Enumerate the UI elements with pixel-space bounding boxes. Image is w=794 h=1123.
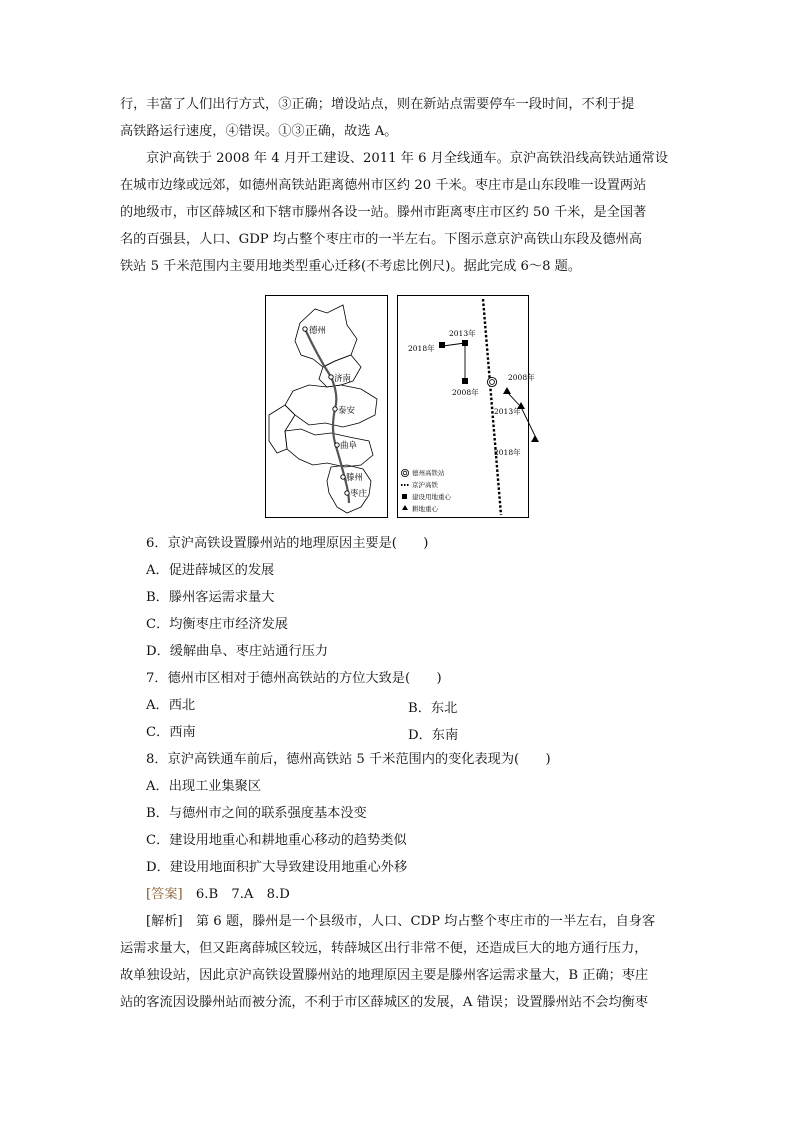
passage-line-4: 在城市边缘或远郊，如德州高铁站距离德州市区约 20 千米。枣庄市是山东段唯一设置两站 bbox=[120, 178, 647, 193]
label-construction-2013: 2013年 bbox=[449, 329, 476, 338]
shandong-rail-map bbox=[265, 295, 388, 518]
q8-option-d[interactable]: D．建设用地面积扩大导致建设用地重心外移 bbox=[146, 860, 408, 875]
legend-farmland: 耕地重心 bbox=[412, 505, 438, 513]
q7-option-c[interactable]: C．西南 bbox=[146, 725, 196, 740]
passage-line-6: 名的百强县，人口、GDP 均占整个枣庄市的一半左右。下图示意京沪高铁山东段及德州高 bbox=[120, 232, 643, 247]
analysis-line-4: 站的客流因设滕州站而被分流，不利于市区薛城区的发展，A 错误；设置滕州站不会均衡枣 bbox=[120, 995, 649, 1010]
legend-construction: 建设用地重心 bbox=[412, 493, 451, 501]
label-farmland-2018: 2018年 bbox=[494, 448, 521, 457]
passage-line-2: 高铁路运行速度，④错误。①③正确，故选 A。 bbox=[120, 124, 398, 139]
analysis-line-1 bbox=[146, 913, 706, 931]
answer-tag: [答案] bbox=[146, 887, 183, 902]
legend-station: 德州高铁站 bbox=[412, 469, 445, 477]
q6-option-d[interactable]: D．缓解曲阜、枣庄站通行压力 bbox=[146, 644, 329, 659]
analysis-line-2: 运需求量大，但又距离薛城区较远，转薛城区出行非常不便，还造成巨大的地方通行压力， bbox=[120, 941, 648, 956]
analysis-line-3: 故单独设站，因此京沪高铁设置滕州站的地理原因主要是滕州客运需求量大，B 正确；枣庄 bbox=[120, 968, 649, 983]
q7-stem: 7．德州市区相对于德州高铁站的方位大致是( ) bbox=[146, 671, 442, 686]
q6-option-b[interactable]: B．滕州客运需求量大 bbox=[146, 590, 275, 605]
city-label-tengzhou: 滕州 bbox=[346, 473, 364, 483]
q7-option-b[interactable]: B．东北 bbox=[408, 701, 458, 716]
passage-line-7: 铁站 5 千米范围内主要用地类型重心迁移(不考虑比例尺)。据此完成 6～8 题。 bbox=[120, 259, 582, 274]
city-label-qufu: 曲阜 bbox=[340, 441, 358, 451]
q7-option-a[interactable]: A．西北 bbox=[146, 698, 196, 713]
city-dot-dezhou bbox=[303, 327, 307, 331]
city-dot-jinan bbox=[329, 375, 333, 379]
construction-centroid-2018 bbox=[439, 342, 445, 348]
label-farmland-2013: 2013年 bbox=[494, 407, 521, 416]
station-symbol bbox=[487, 377, 496, 386]
city-dot-taian bbox=[333, 407, 337, 411]
city-label-dezhou: 德州 bbox=[309, 326, 327, 336]
q6-option-a[interactable]: A．促进薛城区的发展 bbox=[146, 563, 275, 578]
q8-option-c[interactable]: C．建设用地重心和耕地重心移动的趋势类似 bbox=[146, 833, 407, 848]
q6-stem: 6．京沪高铁设置滕州站的地理原因主要是( ) bbox=[146, 536, 429, 551]
centroid-shift-diagram bbox=[397, 295, 535, 518]
legend-rail: 京沪高铁 bbox=[412, 481, 438, 489]
q8-stem: 8．京沪高铁通车前后，德州高铁站 5 千米范围内的变化表现为( ) bbox=[146, 752, 551, 767]
analysis-tag: [解析] bbox=[146, 914, 183, 929]
label-farmland-2008: 2008年 bbox=[508, 373, 535, 382]
answer-text: 6.B 7.A 8.D bbox=[195, 887, 290, 902]
city-label-zaozhuang: 枣庄 bbox=[350, 489, 368, 499]
q8-option-b[interactable]: B．与德州市之间的联系强度基本没变 bbox=[146, 806, 367, 821]
city-dot-qufu bbox=[335, 443, 339, 447]
construction-centroid-2008 bbox=[462, 378, 468, 384]
passage-line-5: 的地级市，市区薛城区和下辖市滕州各设一站。滕州市距离枣庄市区约 50 千米，是全国著 bbox=[120, 205, 647, 220]
analysis-text-1: 第 6 题，滕州是一个县级市，人口、CDP 均占整个枣庄市的一半左右，自身客 bbox=[195, 914, 656, 929]
q7-option-d[interactable]: D．东南 bbox=[408, 728, 459, 743]
passage-line-1: 行，丰富了人们出行方式，③正确；增设站点，则在新站点需要停车一段时间，不利于提 bbox=[120, 97, 635, 112]
label-construction-2018: 2018年 bbox=[408, 344, 435, 353]
q6-option-c[interactable]: C．均衡枣庄市经济发展 bbox=[146, 617, 288, 632]
construction-centroid-2013 bbox=[462, 340, 468, 346]
label-construction-2008: 2008年 bbox=[452, 388, 479, 397]
city-label-jinan: 济南 bbox=[334, 374, 352, 384]
city-dot-tengzhou bbox=[341, 475, 345, 479]
city-dot-zaozhuang bbox=[345, 491, 349, 495]
q8-option-a[interactable]: A．出现工业集聚区 bbox=[146, 779, 262, 794]
passage-line-3: 京沪高铁于 2008 年 4 月开工建设、2011 年 6 月全线通车。京沪高铁沿线高铁站通常设 bbox=[146, 151, 669, 166]
city-label-taian: 泰安 bbox=[338, 406, 356, 416]
answer-line bbox=[146, 886, 706, 904]
farmland-centroid-2018 bbox=[531, 435, 539, 442]
